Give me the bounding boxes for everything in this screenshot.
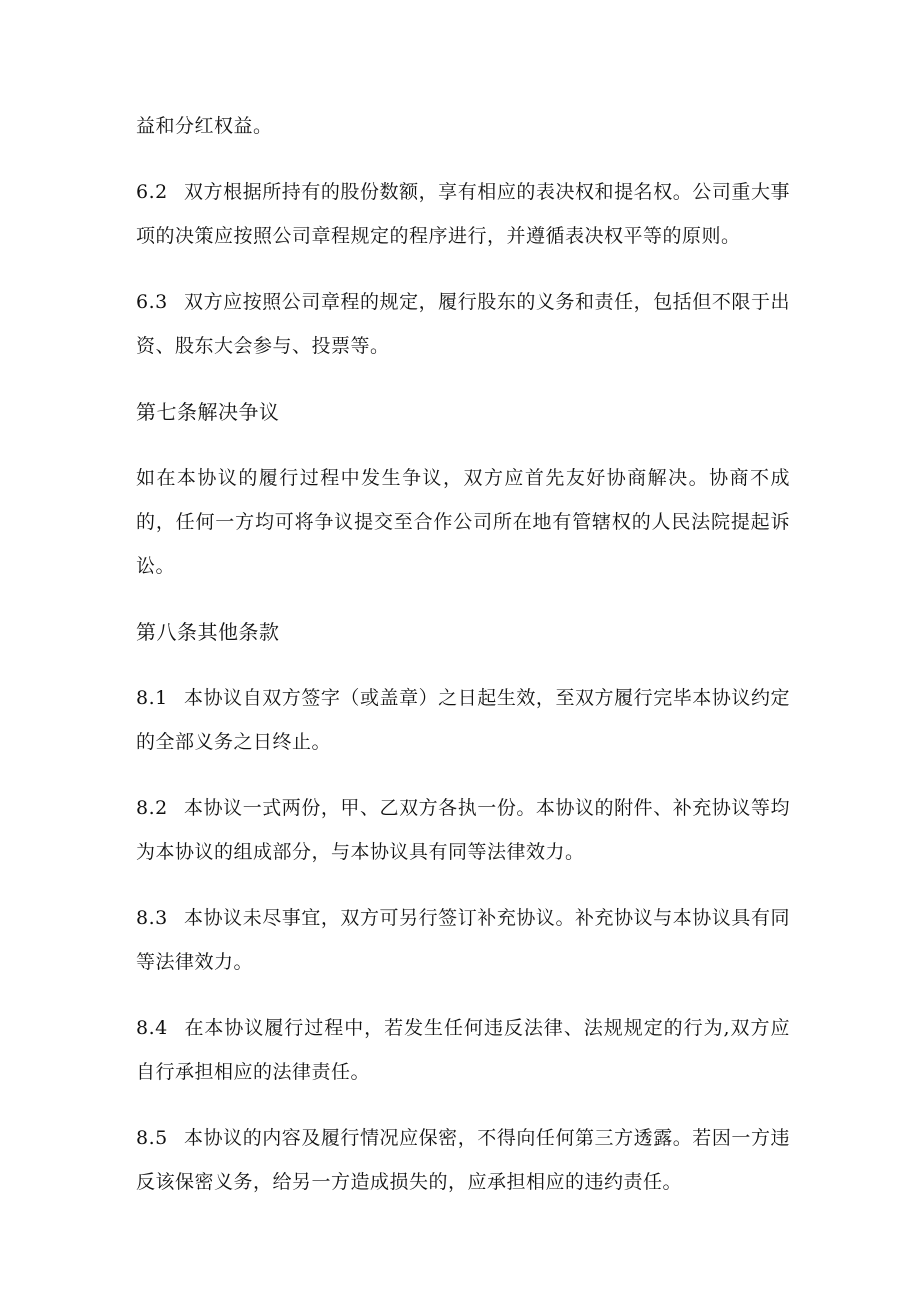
paragraph-continuation: 益和分红权益。 xyxy=(136,115,273,137)
clause-text: 本协议自双方签字（或盖章）之日起生效，至双方履行完毕本协议约定的全部义务之日终止。 xyxy=(136,687,790,753)
clause-6-2 xyxy=(136,170,790,258)
clause-number: 8.4 xyxy=(136,1017,168,1039)
clause-8-5 xyxy=(136,1116,790,1204)
clause-8-1 xyxy=(136,676,790,764)
clause-number: 8.3 xyxy=(136,907,168,929)
clause-text: 本协议的内容及履行情况应保密，不得向任何第三方透露。若因一方违反该保密义务，给另一方造成损失的，应承担相应的违约责任。 xyxy=(136,1127,790,1193)
clause-number: 8.5 xyxy=(136,1127,168,1149)
clause-8-4 xyxy=(136,1006,790,1094)
clause-6-3 xyxy=(136,280,790,368)
section-heading-8: 第八条其他条款 xyxy=(136,620,280,644)
clause-number: 8.2 xyxy=(136,797,168,819)
clause-text: 本协议一式两份，甲、乙双方各执一份。本协议的附件、补充协议等均为本协议的组成部分，与本协议具有同等法律效力。 xyxy=(136,797,790,863)
clause-number: 6.3 xyxy=(136,291,168,313)
clause-number: 6.2 xyxy=(136,181,168,203)
section-heading-7: 第七条解决争议 xyxy=(136,400,280,424)
clause-text: 在本协议履行过程中，若发生任何违反法律、法规规定的行为,双方应自行承担相应的法律责任。 xyxy=(136,1017,790,1083)
clause-number: 8.1 xyxy=(136,687,168,709)
document-body xyxy=(136,104,790,1204)
clause-text: 双方应按照公司章程的规定，履行股东的义务和责任，包括但不限于出资、股东大会参与、投票等。 xyxy=(136,291,790,357)
clause-text: 双方根据所持有的股份数额，享有相应的表决权和提名权。公司重大事项的决策应按照公司章程规定的程序进行，并遵循表决权平等的原则。 xyxy=(136,181,790,247)
section-7-paragraph: 如在本协议的履行过程中发生争议，双方应首先友好协商解决。协商不成的，任何一方均可将争议提交至合作公司所在地有管辖权的人民法院提起诉讼。 xyxy=(136,467,790,577)
clause-text: 本协议未尽事宜，双方可另行签订补充协议。补充协议与本协议具有同等法律效力。 xyxy=(136,907,790,973)
clause-8-3 xyxy=(136,896,790,984)
clause-8-2 xyxy=(136,786,790,874)
